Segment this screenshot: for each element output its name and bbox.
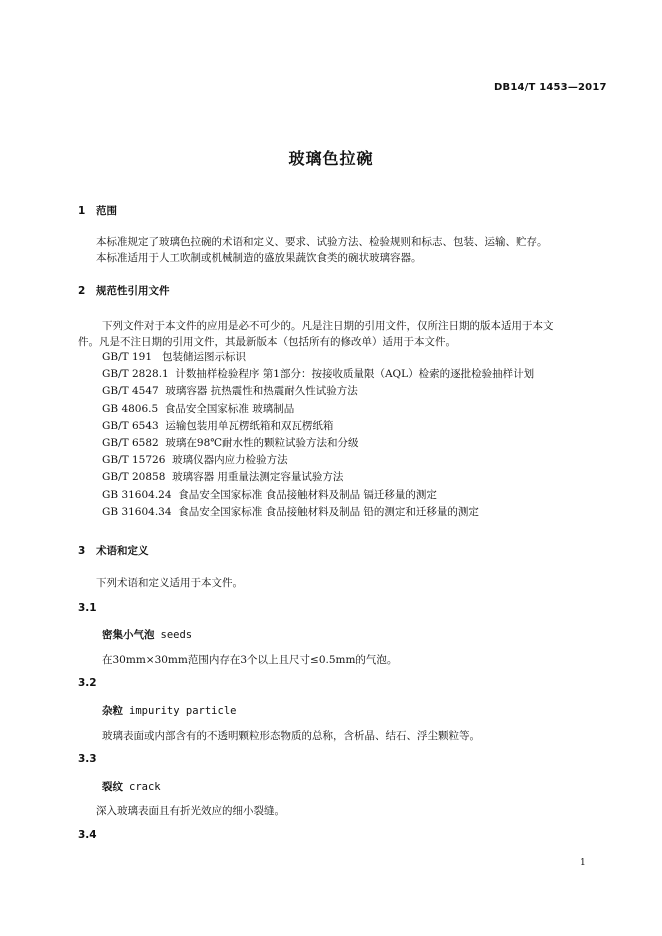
reference-code: GB/T 2828.1 xyxy=(102,368,169,381)
term-english: crack xyxy=(129,781,161,793)
section-number: 3 xyxy=(78,545,86,557)
section-3-heading xyxy=(78,543,149,558)
reference-item xyxy=(102,366,534,383)
reference-code: GB 31604.24 xyxy=(102,488,172,501)
term-definition: 在30mm×30mm范围内存在3个以上且尺寸≤0.5mm的气泡。 xyxy=(102,654,398,666)
clause-number: 3.3 xyxy=(78,753,97,765)
reference-code: GB/T 191 xyxy=(102,351,153,363)
reference-code: GB/T 15726 xyxy=(102,454,166,467)
reference-name: 玻璃在98℃耐水性的颗粒试验方法和分级 xyxy=(165,437,359,450)
refs-intro-line-2: 件。凡是不注日期的引用文件，其最新版本（包括所有的修改单）适用于本文件。 xyxy=(78,336,456,348)
page-number: 1 xyxy=(580,858,586,868)
reference-code: GB/T 20858 xyxy=(102,471,166,484)
section-number: 2 xyxy=(78,285,86,297)
section-2-heading xyxy=(78,283,170,298)
reference-name: 食品安全国家标准 食品接触材料及制品 镉迁移量的测定 xyxy=(178,488,437,501)
reference-name: 玻璃仪器内应力检验方法 xyxy=(172,454,288,467)
section-title: 范围 xyxy=(96,205,117,217)
reference-code: GB 31604.34 xyxy=(102,505,172,518)
reference-name: 食品安全国家标准 食品接触材料及制品 铅的测定和迁移量的测定 xyxy=(178,505,479,518)
reference-list xyxy=(102,349,534,521)
term-english: impurity particle xyxy=(129,705,237,717)
reference-name: 包装储运图示标识 xyxy=(162,351,247,363)
section-1-heading xyxy=(78,203,117,218)
reference-item xyxy=(102,452,534,469)
reference-item xyxy=(102,349,534,366)
term-chinese: 裂纹 xyxy=(102,781,123,793)
document-id: DB14/T 1453—2017 xyxy=(494,82,607,93)
scope-line-1: 本标准规定了玻璃色拉碗的术语和定义、要求、试验方法、检验规则和标志、包装、运输、贮存。 xyxy=(96,236,548,248)
clause-number: 3.1 xyxy=(78,602,97,614)
scope-line-2: 本标准适用于人工吹制或机械制造的盛放果蔬饮食类的碗状玻璃容器。 xyxy=(96,252,422,264)
term-entry xyxy=(102,703,236,718)
section-number: 1 xyxy=(78,205,86,217)
reference-code: GB/T 4547 xyxy=(102,385,159,398)
reference-item xyxy=(102,418,534,435)
reference-code: GB/T 6543 xyxy=(102,419,159,432)
term-entry xyxy=(102,779,161,794)
term-definition: 玻璃表面或内部含有的不透明颗粒形态物质的总称，含析晶、结石、浮尘颗粒等。 xyxy=(102,730,480,742)
reference-name: 玻璃容器 用重量法测定容量试验方法 xyxy=(172,471,344,484)
reference-name: 玻璃容器 抗热震性和热震耐久性试验方法 xyxy=(165,385,358,398)
reference-item xyxy=(102,435,534,452)
term-chinese: 密集小气泡 xyxy=(102,629,155,641)
section-title: 规范性引用文件 xyxy=(96,285,170,297)
reference-code: GB 4806.5 xyxy=(102,402,159,415)
term-definition: 深入玻璃表面且有折光效应的细小裂缝。 xyxy=(96,805,285,817)
reference-item xyxy=(102,504,534,521)
term-chinese: 杂粒 xyxy=(102,705,123,717)
reference-item xyxy=(102,401,534,418)
reference-item xyxy=(102,487,534,504)
reference-code: GB/T 6582 xyxy=(102,437,159,450)
term-entry xyxy=(102,627,192,642)
reference-item xyxy=(102,383,534,400)
terms-intro: 下列术语和定义适用于本文件。 xyxy=(96,577,243,589)
reference-name: 运输包装用单瓦楞纸箱和双瓦楞纸箱 xyxy=(165,419,334,432)
reference-name: 食品安全国家标准 玻璃制品 xyxy=(164,402,295,415)
clause-number: 3.4 xyxy=(78,829,97,841)
term-english: seeds xyxy=(160,629,193,641)
clause-number: 3.2 xyxy=(78,677,97,689)
reference-name: 计数抽样检验程序 第1部分：按接收质量限（AQL）检索的逐批检验抽样计划 xyxy=(175,368,535,381)
refs-intro-line-1: 下列文件对于本文件的应用是必不可少的。凡是注日期的引用文件，仅所注日期的版本适用于本文 xyxy=(102,320,554,332)
reference-item xyxy=(102,469,534,486)
page-title: 玻璃色拉碗 xyxy=(288,149,374,168)
section-title: 术语和定义 xyxy=(96,545,149,557)
